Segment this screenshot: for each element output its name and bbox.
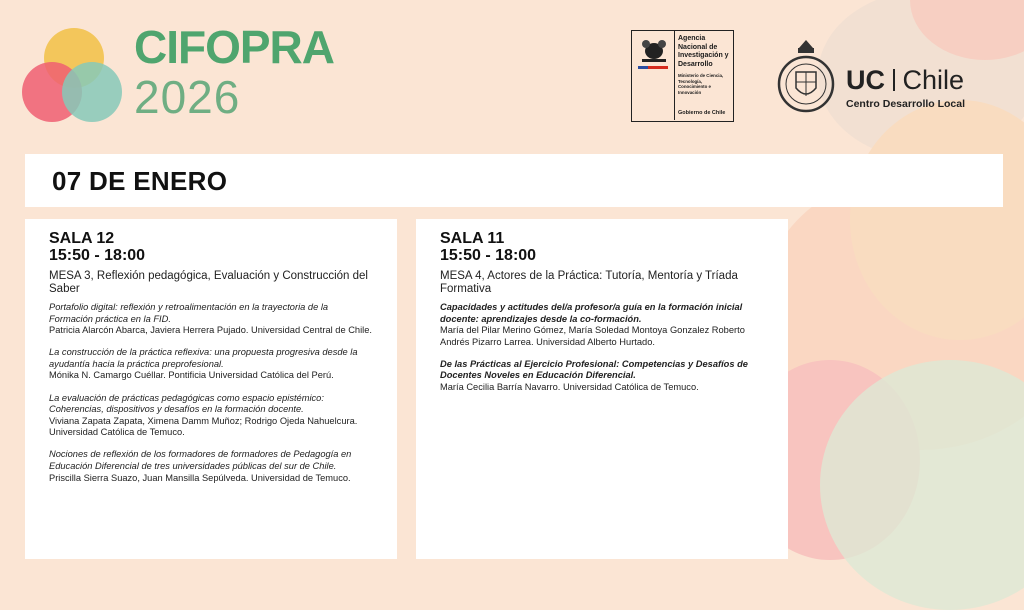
chile-coat-of-arms-icon [638,37,670,63]
brand-year: 2026 [134,71,241,123]
date-title: 07 DE ENERO [52,166,228,196]
time-label: 15:50 - 18:00 [49,247,146,264]
brand-title: CIFOPRA [134,21,334,73]
uc-short: UC [846,65,885,95]
entry-title: Capacidades y actitudes del/a profesor/a guía en la formación inicial docente: aprendizajes desde la co-formación. [440,302,743,324]
list-item [49,393,373,439]
entry-title: La evaluación de prácticas pedagógicas como espacio epistémico: Coherencias, dispositivos y desafíos en la formación docente. [49,392,324,415]
entry-authors: Mónika N. Camargo Cuéllar. Pontificia Universidad Católica del Perú. [49,370,334,381]
mesa-title: MESA 4, Actores de la Práctica: Tutoría, Mentoría y Tríada Formativa [440,270,738,295]
anid-ministry: Ministerio de Ciencia, Tecnología, Conocimiento e Innovación [678,73,724,95]
entry-title: La construcción de la práctica reflexiva: una propuesta progresiva desde la ayudantía hacia la práctica preprofesional. [49,347,358,369]
anid-name: Agencia Nacional de Investigación y Desarrollo [678,35,729,68]
entry-authors: Priscilla Sierra Suazo, Juan Mansilla Sepúlveda. Universidad de Temuco. [49,472,351,483]
uc-wordmark [846,66,964,94]
entry-authors: Patricia Alarcón Abarca, Javiera Herrera Pujado. Universidad Central de Chile. [49,325,372,336]
header [0,0,1024,150]
entry-authors: Viviana Zapata Zapata, Ximena Damm Muñoz; Rodrigo Ojeda Nahuelcura. Universidad Católica de Temuco. [49,415,358,438]
session-card-sala-11 [416,219,788,559]
cifopra-logo-icon [22,26,126,124]
room-label: SALA 11 [440,230,505,247]
entry-authors: María Cecilia Barría Navarro. Universidad Católica de Temuco. [440,382,699,393]
uc-subtitle: Centro Desarrollo Local [846,98,966,110]
anid-government: Gobierno de Chile [678,110,726,116]
list-item [49,347,373,382]
entry-title: De las Prácticas al Ejercicio Profesional: Competencias y Desafíos de Docentes Noveles en Educación Diferencial. [440,358,748,381]
date-banner [25,154,1003,207]
entry-title: Nociones de reflexión de los formadores de formadores de Pedagogía en Educación Diferencial de tres universidades públicas del sur de Chile. [49,449,352,472]
time-label: 15:50 - 18:00 [440,247,537,264]
session-card-sala-12 [25,219,397,559]
list-item [49,449,373,484]
uc-name: Chile [902,65,965,95]
list-item [440,302,764,348]
entry-title: Portafolio digital: reflexión y retroalimentación en la trayectoria de la Formación práctica en la FID. [49,302,329,324]
uc-seal-icon [777,38,835,116]
list-item [440,359,764,394]
list-item [49,302,373,337]
room-label: SALA 12 [49,230,115,247]
mesa-title: MESA 3, Reflexión pedagógica, Evaluación y Construcción del Saber [49,270,368,295]
anid-logo [631,30,734,122]
entry-authors: María del Pilar Merino Gómez, María Soledad Montoya Gonzalez Roberto Andrés Pizarro Larrea. Universidad Alberto Hurtado. [440,325,745,347]
flag-stripe-icon [638,66,668,69]
